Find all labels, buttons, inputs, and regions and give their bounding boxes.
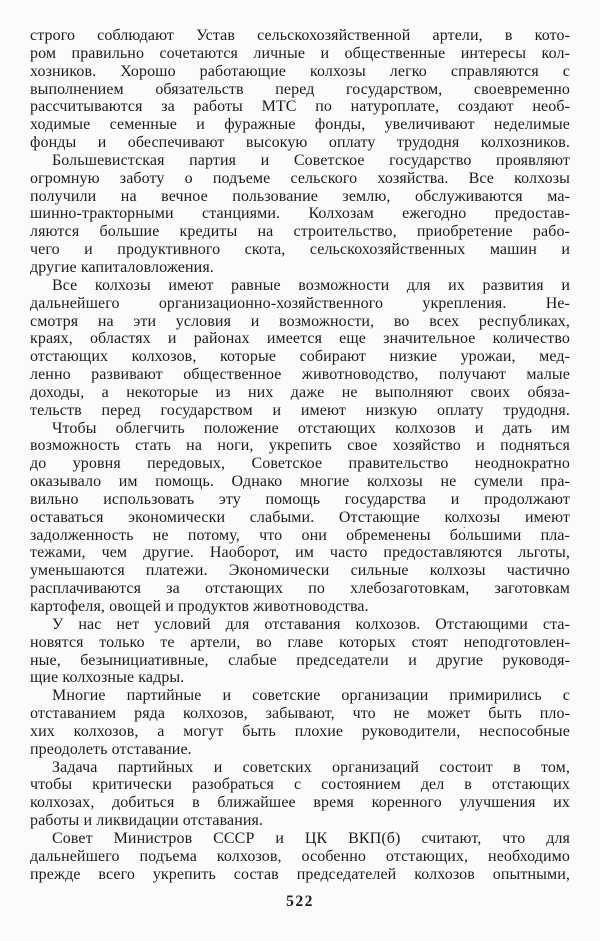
page-number: 522 [286, 893, 314, 910]
text-line: чего и продуктивного скота, сельскохозяйственных машин и [30, 241, 570, 259]
text-line: рассчитываются за работы МТС по натуроплате, создают необ- [30, 98, 570, 116]
text-line: дальнейшего организационно-хозяйственного укрепления. Не- [30, 294, 570, 312]
text-line: доходы, а некоторые из них даже не выполняют своих обяза- [30, 383, 570, 401]
text-line: до уровня передовых, Советское правительство неоднократно [30, 455, 570, 473]
text-line: У нас нет условий для отставания колхозов. Отстающими ста- [52, 615, 570, 633]
text-line: Многие партийные и советские организации примирились с [52, 687, 570, 705]
text-line: отставанием ряда колхозов, забывают, что не может быть пло- [30, 705, 570, 723]
paragraph [30, 759, 570, 830]
text-line: уменьшаются платежи. Экономически сильные колхозы частично [30, 562, 570, 580]
text-line: ходимые семенные и фуражные фонды, увеличивают неделимые [30, 116, 570, 134]
paragraph [30, 687, 570, 758]
text-line: Задача партийных и советских организаций состоит в том, [52, 758, 570, 776]
text-line: прежде всего укрепить состав председателей колхозов опытными, [30, 865, 570, 883]
text-line: чтобы критически разобраться с состоянием дел в отстающих [30, 776, 570, 794]
text-line: хозников. Хорошо работающие колхозы легко справляются с [30, 62, 570, 80]
text-line: краях, областях и районах имеется еще значительное количество [30, 330, 570, 348]
text-line: картофеля, овощей и продуктов животноводства. [30, 598, 369, 615]
text-line: работы и ликвидации отставания. [30, 812, 264, 830]
text-line: строго соблюдают Устав сельскохозяйственной артели, в кото- [30, 27, 570, 44]
text-line: ром правильно сочетаются личные и общественные интересы кол- [30, 44, 570, 62]
text-line: Чтобы облегчить положение отстающих колхозов и дать им [52, 419, 570, 437]
paragraph [30, 27, 570, 152]
text-line: шинно-тракторными станциями. Колхозам ежегодно предостав- [30, 205, 570, 223]
paragraph [30, 152, 570, 277]
text-line: преодолеть отставание. [30, 740, 192, 758]
text-line: выполнением обязательств перед государством, своевременно [30, 80, 570, 98]
text-line: тежами, чем другие. Наоборот, им часто предоставляются льготы, [30, 544, 570, 562]
paragraph [30, 277, 570, 420]
text-line: Большевистская партия и Советское государство проявляют [52, 151, 570, 169]
text-line: ленно развивают общественное животноводство, получают малые [30, 366, 570, 384]
paragraph [30, 830, 570, 884]
paragraph [30, 616, 570, 687]
text-line: тельств перед государством и имеют низкую оплату трудодня. [30, 401, 570, 419]
text-line: хих колхозов, а могут быть плохие руководители, неспособные [30, 722, 570, 740]
text-line: дальнейшего подъема колхозов, особенно отстающих, необходимо [30, 847, 570, 865]
text-line: вильно использовать эту помощь государства и продолжают [30, 490, 570, 508]
text-line: Совет Министров СССР и ЦК ВКП(б) считают, что для [52, 829, 570, 847]
text-line: колхозах, добиться в ближайшее время коренного улучшения их [30, 794, 570, 812]
text-line: отстающих колхозов, которые собирают низкие урожаи, мед- [30, 348, 570, 366]
text-line: расплачиваются за отстающих по хлебозаготовкам, заготовкам [30, 580, 570, 598]
text-line: ляются большие кредиты на строительство, приобретение рабо- [30, 223, 570, 241]
text-line: другие капиталовложения. [30, 258, 214, 276]
paragraph [30, 420, 570, 616]
text-line: огромную заботу о подъеме сельского хозяйства. Все колхозы [30, 169, 570, 187]
text-line: фонды и обеспечивают высокую оплату трудодня колхозников. [30, 134, 570, 152]
text-line: щие колхозные кадры. [30, 669, 185, 687]
text-line: смотря на эти условия и возможности, во всех республиках, [30, 312, 570, 330]
text-line: Все колхозы имеют равные возможности для их развития и [52, 276, 570, 294]
text-line: новятся только те артели, во главе которых стоят неподготовлен- [30, 633, 570, 651]
text-line: задолженность не потому, что они обременены бо̀льшими пла- [30, 526, 570, 544]
text-line: оставаться экономически слабыми. Отстающие колхозы имеют [30, 508, 570, 526]
text-line: оказывало им помощь. Однако многие колхозы не сумели пра- [30, 473, 570, 491]
text-line: возможность стать на ноги, укрепить свое хозяйство и подняться [30, 437, 570, 455]
text-line: ные, безынициативные, слабые председатели и другие руководя- [30, 651, 570, 669]
page-text [30, 27, 570, 884]
text-line: получили на вечное пользование землю, обслуживаются ма- [30, 187, 570, 205]
